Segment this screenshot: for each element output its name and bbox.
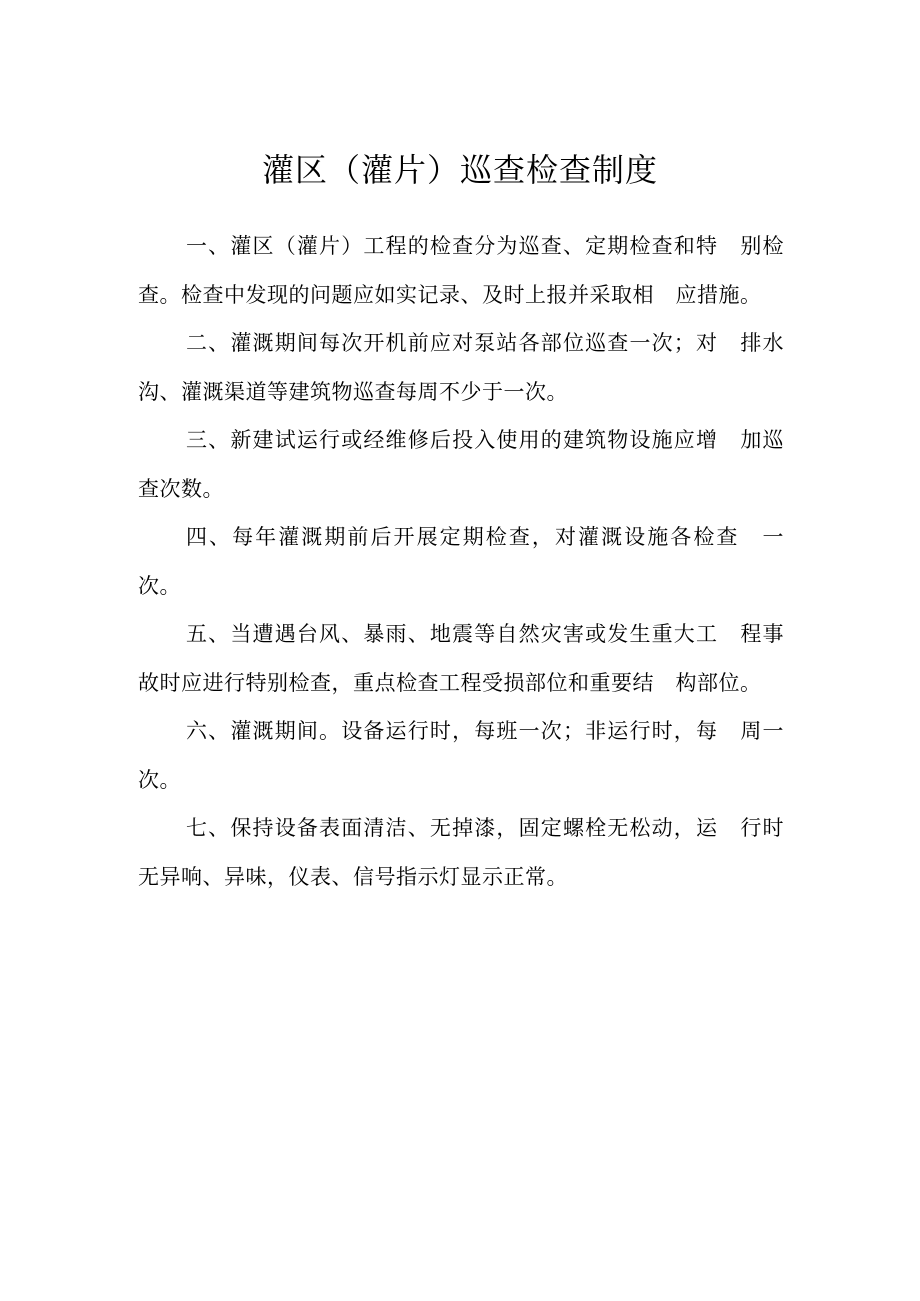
paragraph-4: 四、每年灌溉期前后开展定期检查，对灌溉设施各检查 一次。	[138, 525, 784, 598]
document-body	[138, 222, 784, 901]
document-title: 灌区（灌片）巡查检查制度	[261, 151, 658, 189]
paragraph-3: 三、新建试运行或经维修后投入使用的建筑物设施应增 加巡查次数。	[138, 428, 784, 501]
paragraph-1: 一、灌区（灌片）工程的检查分为巡查、定期检查和特 别检查。检查中发现的问题应如实记录、及时上报并采取相 应措施。	[138, 234, 784, 307]
paragraph-5: 五、当遭遇台风、暴雨、地震等自然灾害或发生重大工 程事故时应进行特别检查，重点检查工程受损部位和重要结 构部位。	[138, 622, 784, 695]
paragraph-6: 六、灌溉期间。设备运行时，每班一次；非运行时，每 周一次。	[138, 719, 784, 792]
paragraph-2: 二、灌溉期间每次开机前应对泵站各部位巡查一次；对 排水沟、灌溉渠道等建筑物巡查每周不少于一次。	[138, 331, 784, 404]
paragraph-7: 七、保持设备表面清洁、无掉漆，固定螺栓无松动，运 行时无异响、异味，仪表、信号指示灯显示正常。	[138, 816, 784, 889]
